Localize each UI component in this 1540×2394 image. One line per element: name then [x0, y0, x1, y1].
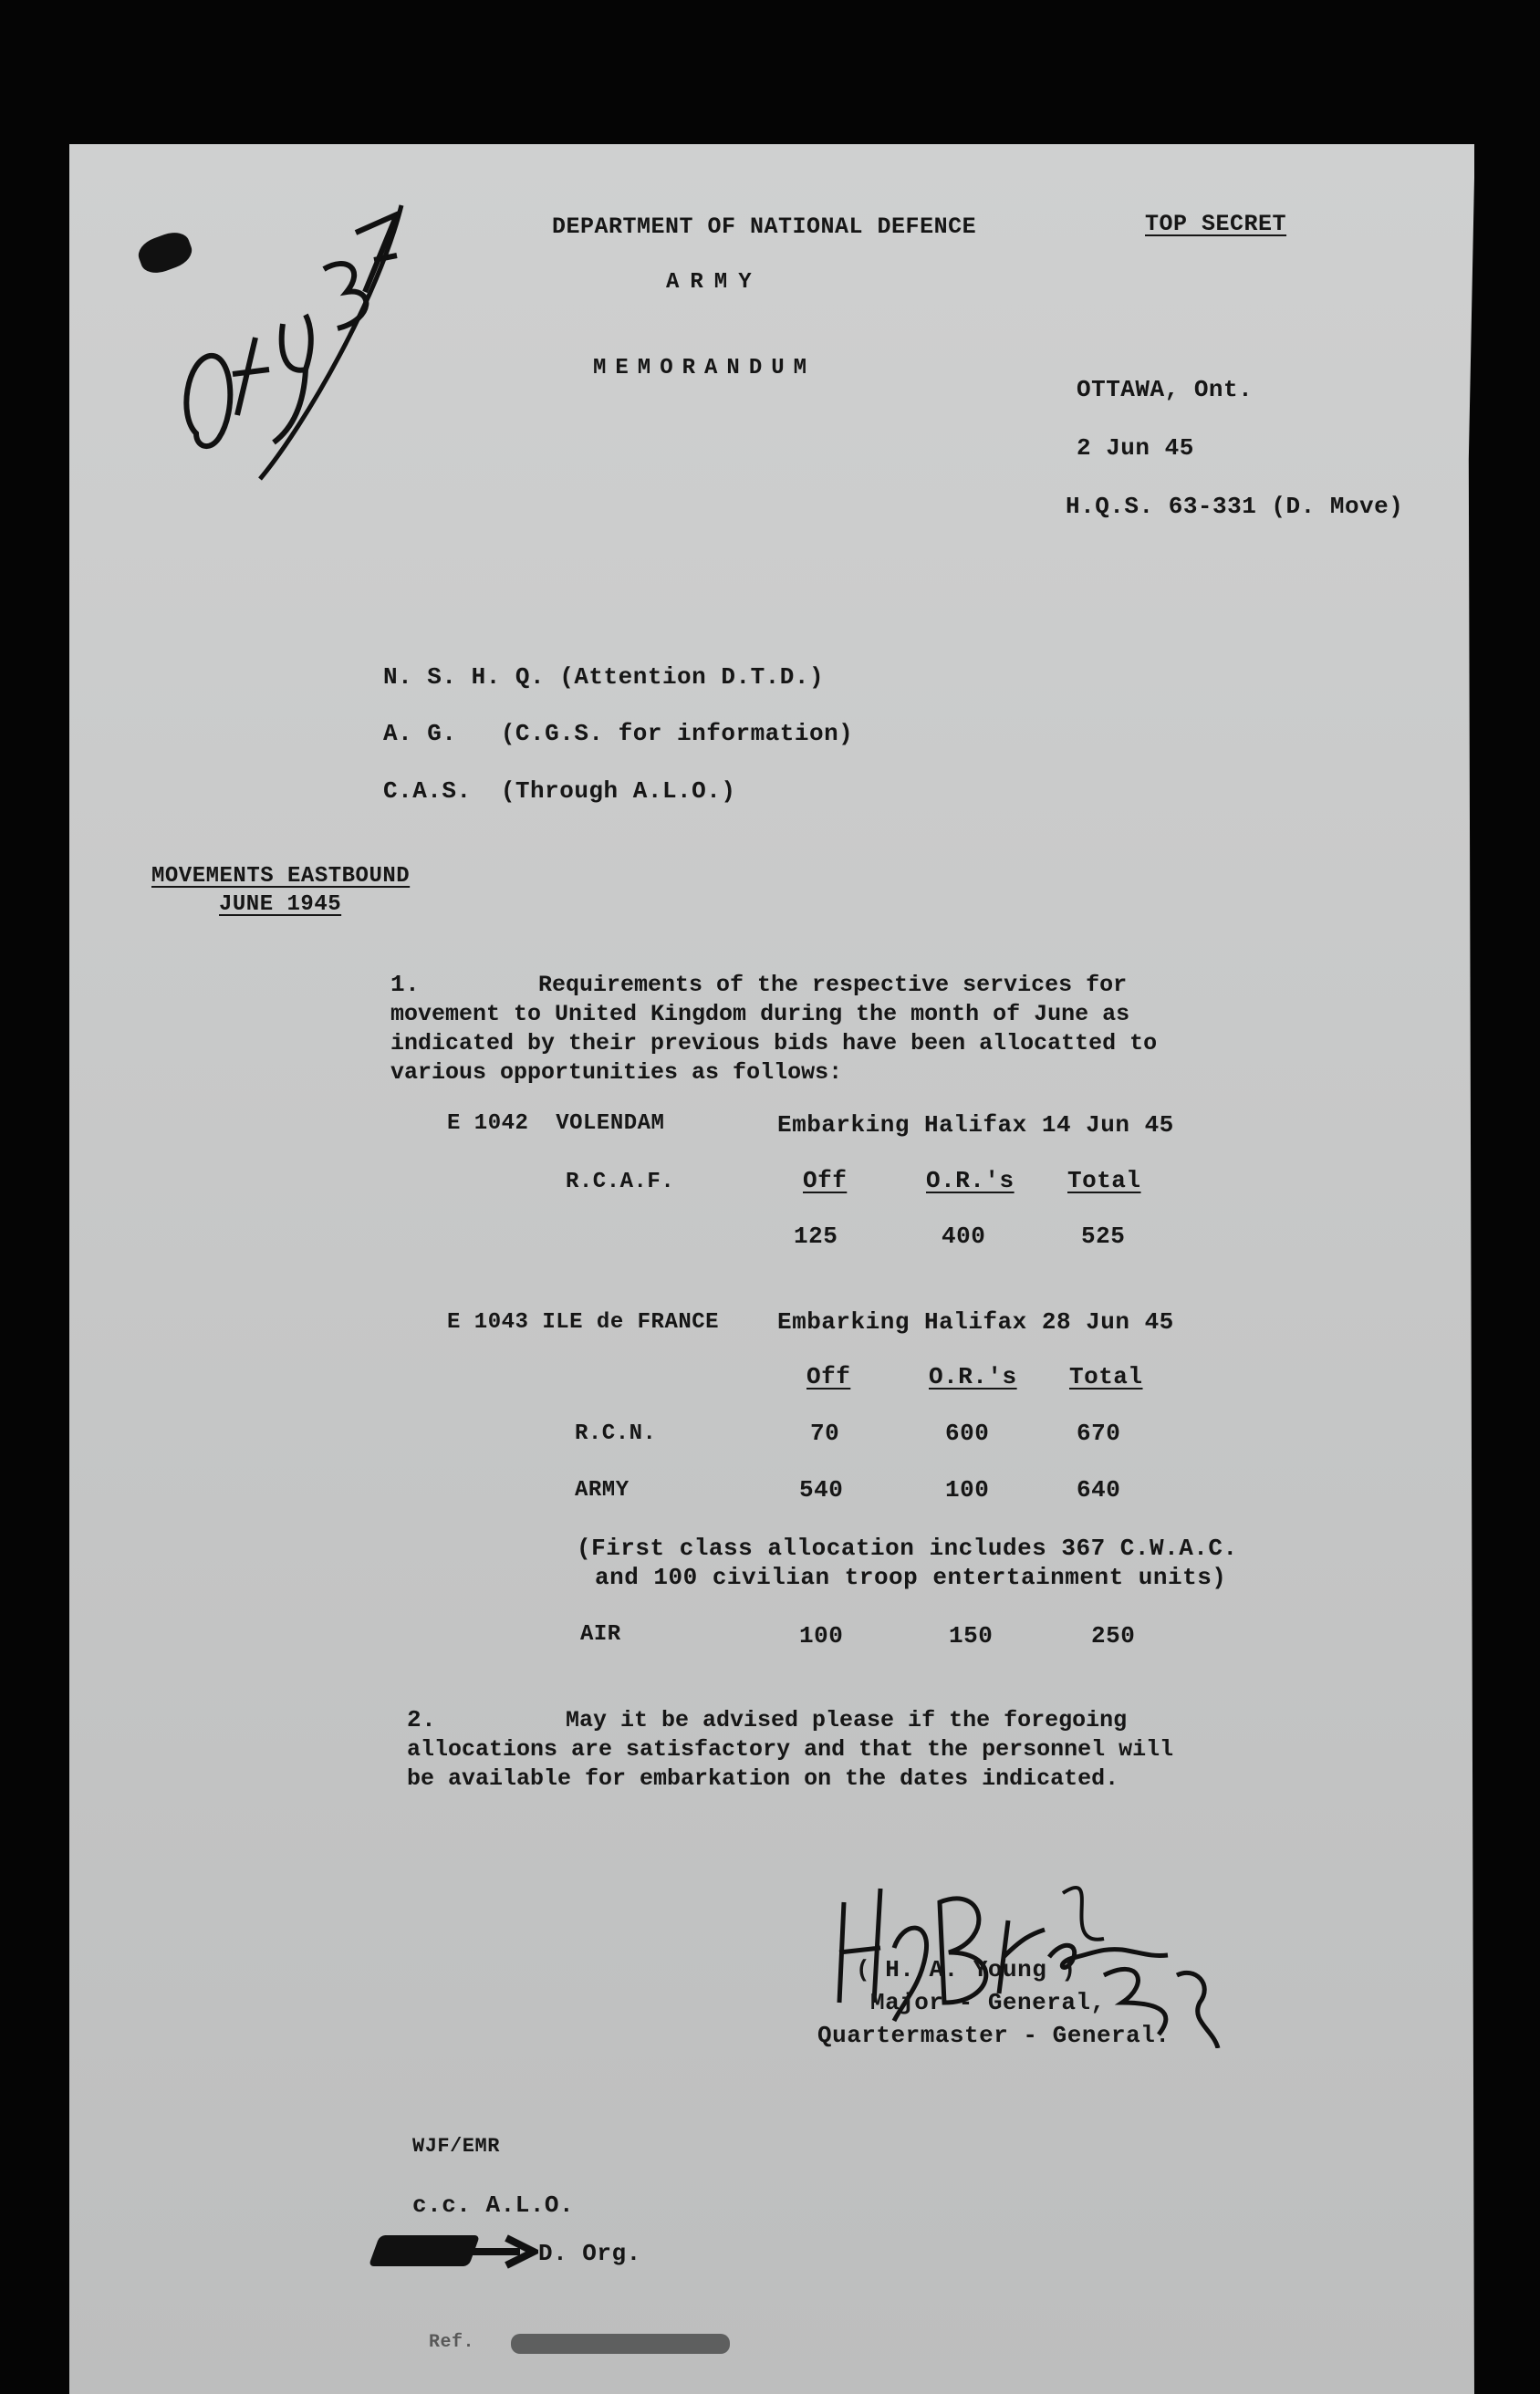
sailing2-service-air: AIR — [580, 1622, 621, 1647]
file-reference: H.Q.S. 63-331 (D. Move) — [1066, 493, 1404, 520]
subject-line1: MOVEMENTS EASTBOUND — [151, 864, 411, 889]
footer-initials: WJF/EMR — [412, 2135, 500, 2158]
sailing2-note-line2: and 100 civilian troop entertainment units) — [595, 1564, 1227, 1591]
sailing2-service-army: ARMY — [575, 1478, 630, 1503]
sailing1-header-or: O.R.'s — [926, 1167, 1015, 1194]
footer-cc-alo: c.c. A.L.O. — [412, 2191, 575, 2219]
sailing2-army-off: 540 — [799, 1476, 844, 1504]
addressee-ag: A. G. (C.G.S. for information) — [383, 720, 854, 747]
signatory-title: Quartermaster - General. — [817, 2022, 1171, 2049]
signatory-rank: Major - General, — [870, 1989, 1106, 2016]
para2-number: 2. — [407, 1706, 437, 1733]
arrow-mark — [456, 2233, 538, 2270]
sailing2-header-or: O.R.'s — [929, 1363, 1017, 1390]
department-heading: DEPARTMENT OF NATIONAL DEFENCE — [552, 213, 977, 240]
addressee-cas: C.A.S. (Through A.L.O.) — [383, 777, 736, 805]
sailing2-rcn-off: 70 — [810, 1420, 840, 1447]
sailing2-air-or: 150 — [949, 1622, 994, 1650]
sailing2-header-off: Off — [806, 1363, 851, 1390]
doc-type-heading: MEMORANDUM — [593, 356, 817, 380]
date-line: 2 Jun 45 — [1077, 434, 1194, 462]
sailing2-army-total: 640 — [1077, 1476, 1121, 1504]
place-line: OTTAWA, Ont. — [1077, 376, 1254, 403]
sailing2-note-line1: (First class allocation includes 367 C.W.A.C. — [577, 1535, 1238, 1562]
sailing1-header-off: Off — [803, 1167, 848, 1194]
signatory-name: ( H. A. Young ) — [856, 1956, 1077, 1983]
addressee-navy: N. S. H. Q. (Attention D.T.D.) — [383, 663, 825, 691]
sailing2-air-off: 100 — [799, 1622, 844, 1650]
sailing1-vessel: E 1042 VOLENDAM — [447, 1111, 665, 1136]
sailing2-rcn-or: 600 — [945, 1420, 990, 1447]
handwritten-reference — [169, 187, 415, 488]
sailing2-army-or: 100 — [945, 1476, 990, 1504]
sailing2-vessel: E 1043 ILE de FRANCE — [447, 1310, 720, 1335]
sailing2-rcn-total: 670 — [1077, 1420, 1121, 1447]
branch-heading: ARMY — [666, 270, 763, 295]
para2-body: May it be advised please if the foregoing allocations are satisfactory and that the personnel will be available for embarkation on the dates indicated. — [407, 1707, 1174, 1792]
subject-line2: JUNE 1945 — [219, 892, 342, 917]
para1-number: 1. — [390, 971, 421, 998]
sailing1-or: 400 — [942, 1223, 986, 1250]
classification-label: TOP SECRET — [1145, 211, 1287, 237]
sailing1-off: 125 — [794, 1223, 838, 1250]
para1-body: Requirements of the respective services for movement to United Kingdom during the month of June as indicated by their previous bids have been allocatted to various opportunities as follows: — [390, 972, 1158, 1086]
sailing1-total: 525 — [1081, 1223, 1126, 1250]
stamp-smudge — [511, 2334, 730, 2354]
para1-text — [390, 971, 1166, 1088]
sailing2-air-total: 250 — [1091, 1622, 1136, 1650]
sailing1-header-total: Total — [1067, 1167, 1141, 1194]
sailing2-service-rcn: R.C.N. — [575, 1421, 657, 1446]
footer-stamp: Ref. — [429, 2332, 475, 2353]
sailing1-embark: Embarking Halifax 14 Jun 45 — [777, 1111, 1174, 1139]
sailing2-header-total: Total — [1069, 1363, 1143, 1390]
sailing2-embark: Embarking Halifax 28 Jun 45 — [777, 1308, 1174, 1336]
footer-cc-org: D. Org. — [538, 2240, 641, 2267]
para2-text — [407, 1706, 1210, 1794]
sailing1-service: R.C.A.F. — [566, 1170, 675, 1194]
